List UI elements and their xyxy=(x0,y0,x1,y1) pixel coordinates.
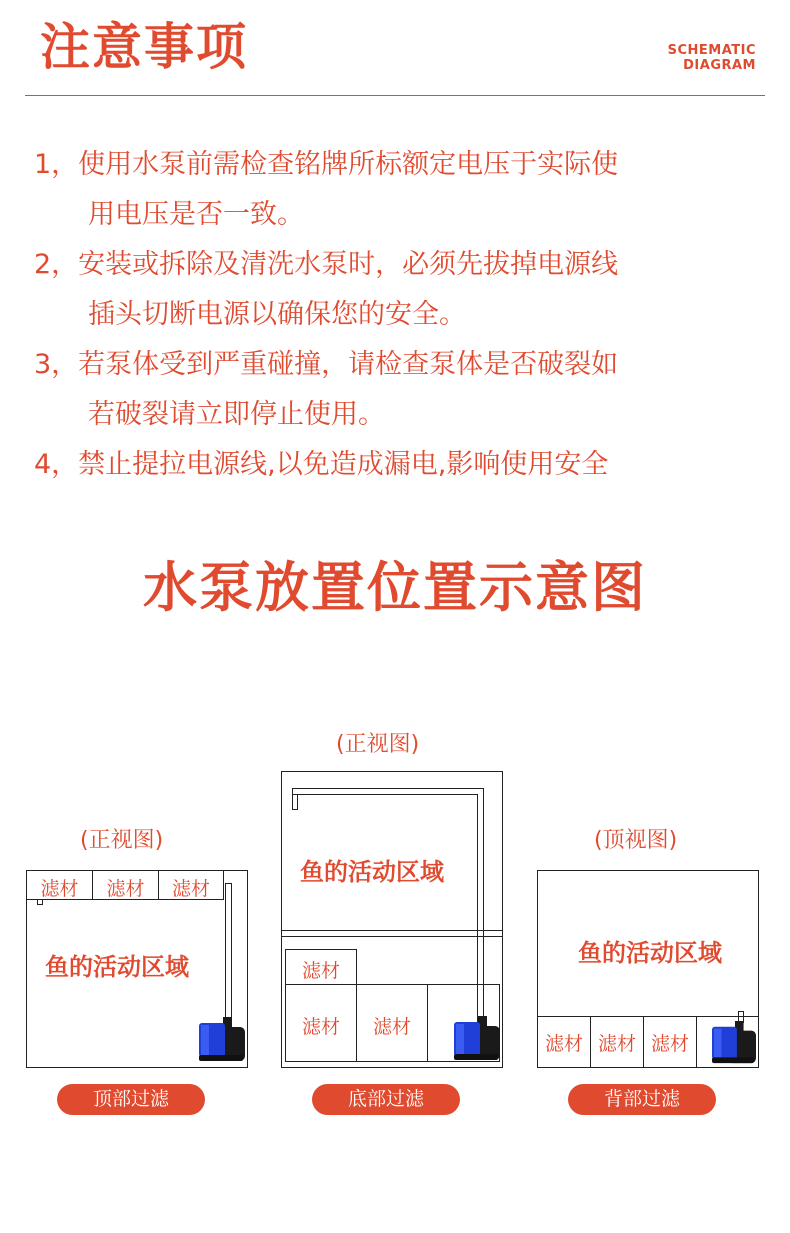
filter-media-label: 滤材 xyxy=(171,878,210,900)
note-2-line-1: 2，安装或拆除及清洗水泵时，必须先拔掉电源线 xyxy=(34,249,619,280)
pump-pipe xyxy=(225,883,232,884)
top-filter-view-label: (正视图) xyxy=(80,828,164,853)
pipe-outlet xyxy=(292,788,293,810)
pipe-top xyxy=(292,788,483,789)
header-divider xyxy=(25,95,765,96)
note-3-line-1: 3，若泵体受到严重碰撞，请检查泵体是否破裂如 xyxy=(34,349,619,380)
filter-media-label: 滤材 xyxy=(544,1033,583,1055)
note-1-line-1: 1，使用水泵前需检查铭牌所标额定电压于实际使 xyxy=(34,149,619,180)
fish-activity-area-label: 鱼的活动区域 xyxy=(45,953,189,981)
filter-media-label: 滤材 xyxy=(301,1016,340,1038)
filter-media-label: 滤材 xyxy=(301,960,340,982)
bottom-filter-cell-2 xyxy=(356,984,428,1062)
back-filter-cell-2 xyxy=(590,1016,644,1068)
note-item-2 xyxy=(34,240,754,340)
water-pump-icon xyxy=(710,1021,758,1065)
back-filter-cell-3 xyxy=(643,1016,697,1068)
pump-pipe xyxy=(231,883,232,1031)
bottom-filter-tank xyxy=(281,771,503,1068)
top-filter-cell-3 xyxy=(158,870,224,900)
filter-media-label: 滤材 xyxy=(106,878,145,900)
back-filter-tank xyxy=(537,870,759,1068)
page-title: 注意事项 xyxy=(40,18,248,76)
bottom-filter-view-label: (正视图) xyxy=(336,732,420,757)
water-pump-icon xyxy=(452,1016,502,1062)
note-4-line-1: 4，禁止提拉电源线,以免造成漏电,影响使用安全 xyxy=(34,449,609,480)
top-filter-cell-2 xyxy=(92,870,159,900)
note-item-4 xyxy=(34,440,754,490)
pipe-top xyxy=(292,794,477,795)
fish-activity-area-label: 鱼的活动区域 xyxy=(578,939,722,967)
back-filter-badge: 背部过滤 xyxy=(568,1084,716,1115)
note-3-line-2: 若破裂请立即停止使用。 xyxy=(88,399,385,430)
fish-activity-area-label: 鱼的活动区域 xyxy=(300,858,444,886)
section-title: 水泵放置位置示意图 xyxy=(143,556,647,619)
notes-list xyxy=(34,140,754,490)
note-item-3 xyxy=(34,340,754,440)
top-filter-cell-1 xyxy=(26,870,93,900)
top-filter-badge: 顶部过滤 xyxy=(57,1084,205,1115)
top-filter-tank xyxy=(26,870,248,1068)
schematic-line-2: DIAGRAM xyxy=(683,58,756,73)
note-2-line-2: 插头切断电源以确保您的安全。 xyxy=(88,299,466,330)
tank-divider xyxy=(282,936,502,937)
bottom-filter-top-cell xyxy=(285,949,357,985)
filter-media-label: 滤材 xyxy=(372,1016,411,1038)
pump-pipe xyxy=(225,883,226,1031)
filter-media-label: 滤材 xyxy=(40,878,79,900)
outlet-nozzle xyxy=(37,899,43,905)
back-filter-cell-1 xyxy=(537,1016,591,1068)
filter-media-label: 滤材 xyxy=(650,1033,689,1055)
schematic-diagram-label xyxy=(668,43,756,73)
note-1-line-2: 用电压是否一致。 xyxy=(88,199,304,230)
bottom-filter-cell-1 xyxy=(285,984,357,1062)
back-filter-view-label: (顶视图) xyxy=(594,828,678,853)
schematic-line-1: SCHEMATIC xyxy=(667,43,756,58)
filter-media-label: 滤材 xyxy=(597,1033,636,1055)
tank-divider xyxy=(282,930,502,931)
water-pump-icon xyxy=(197,1017,247,1063)
pipe-outlet xyxy=(297,794,298,810)
pipe-outlet xyxy=(292,809,298,810)
bottom-filter-badge: 底部过滤 xyxy=(312,1084,460,1115)
note-item-1 xyxy=(34,140,754,240)
